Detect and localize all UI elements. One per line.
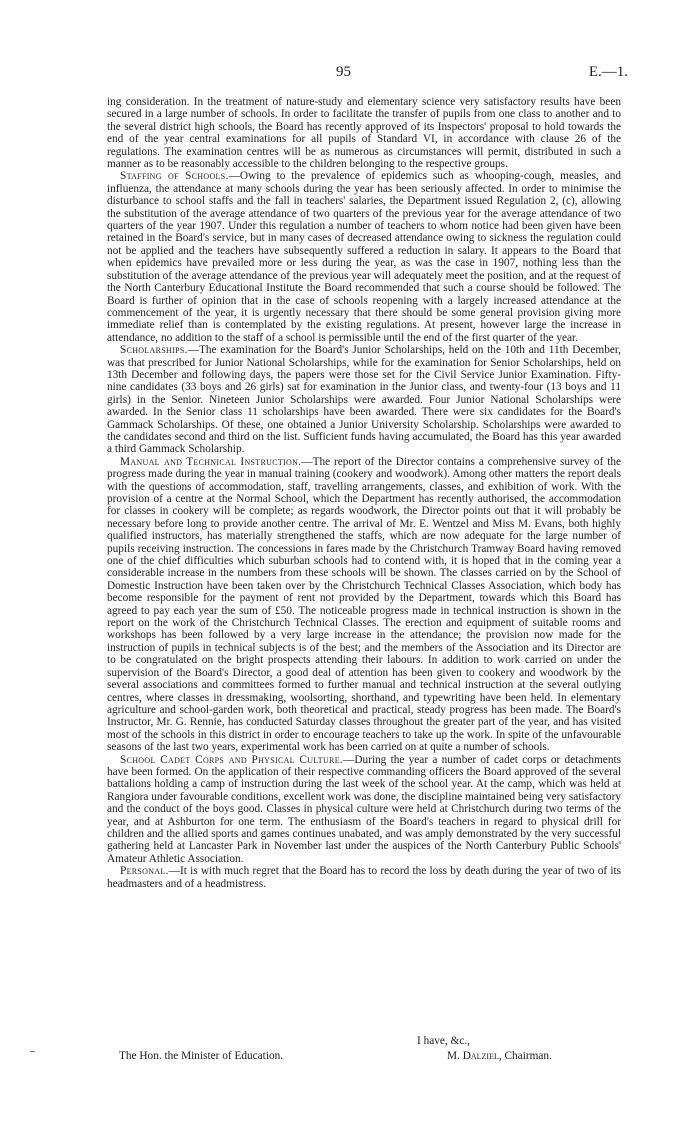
paragraph-heading: Manual and Technical Instruction. xyxy=(120,455,302,468)
paragraph-heading: Scholarships. xyxy=(120,344,188,357)
paragraph-staffing xyxy=(107,170,621,344)
paragraph-scholarships xyxy=(107,344,621,456)
closing-signatory xyxy=(447,1049,552,1063)
paragraph-heading: Staffing of Schools. xyxy=(120,170,229,183)
closing-addressee: The Hon. the Minister of Education. xyxy=(119,1050,284,1062)
paragraph-personal xyxy=(107,865,621,890)
paragraph-text: —The report of the Director contains a comprehensive survey of the progress made during the year in manual training (cookery and woodwork). Among other matters the report deals with the questions of accommodation, staff, travelling arrangements, classes, and exhibition of work. With the provision of a centre at the Normal School, which the Department has recently authorised, the accommodation for classes in cookery will be complete; as regards woodwork, the Director points out that it will probably be necessary before long to provide another centre. The arrival of Mr. E. Wentzel and Miss M. Evans, both highly qualified instructors, has materially strengthened the staffs, which are now adequate for the large number of pupils receiving instruction. The concessions in fares made by the Christchurch Tramway Board having removed one of the chief difficulties which suburban schools had to contend with, it is hoped that in the coming year a considerable increase in the numbers from these schools will be shown. The classes carried on by the School of Domestic Instruction have been taken over by the Christchurch Technical Classes Association, which body has become responsible for the payment of rent not provided by the Department, towards which this Board has agreed to pay each year the sum of £50. The noticeable progress made in technical instruction is shown in the report on the work of the Christchurch Technical Classes. The erection and equipment of suitable rooms and workshops has been followed by a very large increase in the attendance; the provision now made for the instruction of pupils in technical subjects is of the best; and the members of the Association and its Director are to be congratulated on the bright prospects attending their labours. In addition to work carried on under the supervision of the Board's Director, a good deal of attention has been given to cookery and woodwork by the several associations and committees formed to further manual and technical instruction at the several outlying centres, where classes in dressmaking, woolsorting, shorthand, and typewriting have been held. In elementary agriculture and school-garden work, both theoretical and practical, steady progress has been made. The Board's Instructor, Mr. G. Rennie, has conducted Saturday classes throughout the greater part of the year, and has visited most of the schools in this district in order to encourage teachers to take up the work. In spite of the unfavourable seasons of the last two years, experimental work has been carried on at quite a number of schools. xyxy=(107,455,622,754)
paragraph-text: —During the year a number of cadet corps or detachments have been formed. On the application of their respective commanding officers the Board approved of the several battalions holding a camp of instruction during the last week of the school year. At the camp, which was held at Rangiora under favourable conditions, excellent work was done, the discipline maintained being very satisfactory and the conduct of the boys good. Classes in physical culture were held at Christchurch during two terms of the year, and at Ashburton for one term. The enthusiasm of the Board's teachers in regard to physical drill for children and the allied sports and games continues unabated, and was amply demonstrated by the very successful gathering held at Lancaster Park in November last under the auspices of the North Canterbury Public Schools' Amateur Athletic Association. xyxy=(107,753,621,865)
paragraph-heading: Personal. xyxy=(120,865,169,878)
paragraph-text: —It is with much regret that the Board has to record the loss by death during the year of two of its headmasters and of a headmistress. xyxy=(107,865,621,890)
signatory-name: M. Dalziel xyxy=(447,1050,499,1062)
margin-speck xyxy=(30,1051,35,1052)
closing-regards: I have, &c., xyxy=(417,1035,471,1047)
document-reference: E.—1. xyxy=(588,64,628,80)
report-body xyxy=(107,96,621,890)
page-header xyxy=(0,64,700,84)
paragraph-cadet-corps xyxy=(107,754,621,866)
paragraph-nature-study xyxy=(107,96,621,170)
paragraph-text: ing consideration. In the treatment of nature-study and elementary science very satisfactory results have been secured in a large number of schools. In order to facilitate the transfer of pupils from one class to another and to the several district high schools, the Board has recently approved of its Inspectors' proposal to hold towards the end of the year central examinations for all pupils of Standard VI, in accordance with clause 26 of the regulations. The examination centres will be as numerous as circumstances will permit, distributed in such a manner as to be reasonably accessible to the children belonging to the respective groups. xyxy=(107,96,621,171)
paragraph-text: —Owing to the prevalence of epidemics such as whooping-cough, measles, and influenza, the attendance at many schools during the year has been seriously affected. In order to minimise the disturbance to school staffs and the fall in teachers' salaries, the Department issued Regulation 2, (c), allowing the substitution of the average attendance of two quarters of the previous year for the average attendance of two quarters of the year 1907. Under this regulation a number of teachers to whom notice had been given have been retained in the Board's service, but in many cases of decreased attendance owing to sickness the regulation could not be applied and the teachers have subsequently suffered a reduction in salary. It appears to the Board that when epidemics have prevailed more or less during the year, as was the case in 1907, nothing less than the substitution of the average attendance of the previous year will adequately meet the position, and at the request of the North Canterbury Educational Institute the Board recommended that such a course should be followed. The Board is further of opinion that in the case of schools reopening with a largely increased attendance at the commencement of the year, it is urgently necessary that there should be some general provision giving more immediate relief than is contemplated by the existing regulations. At present, however large the increase in attendance, no addition to the staff of a school is permissible until the end of the first quarter of the year. xyxy=(107,170,621,344)
signatory-title: , Chairman. xyxy=(498,1050,552,1062)
letter-closing xyxy=(107,1034,621,1094)
paragraph-manual-technical xyxy=(107,456,621,754)
page-number: 95 xyxy=(336,64,351,80)
paragraph-heading: School Cadet Corps and Physical Culture. xyxy=(120,753,344,766)
paragraph-text: —The examination for the Board's Junior Scholarships, held on the 10th and 11th December, was that prescribed for Junior National Scholarships, while for the examination for Senior Scholarships, held on 13th December and following days, the papers were those set for the Civil Service Junior Examination. Fifty-nine candidates (33 boys and 26 girls) sat for examination in the Junior class, and twenty-four (13 boys and 11 girls) in the Senior. Nineteen Junior Scholarships were awarded. Four Junior National Scholarships were awarded. In the Senior class 11 scholarships have been awarded. There were six candidates for the Board's Gammack Scholarships. Of these, one obtained a Junior University Scholarship. Scholarships were awarded to the candidates second and third on the list. Sufficient funds having accumulated, the Board has this year awarded a third Gammack Scholarship. xyxy=(107,344,621,456)
